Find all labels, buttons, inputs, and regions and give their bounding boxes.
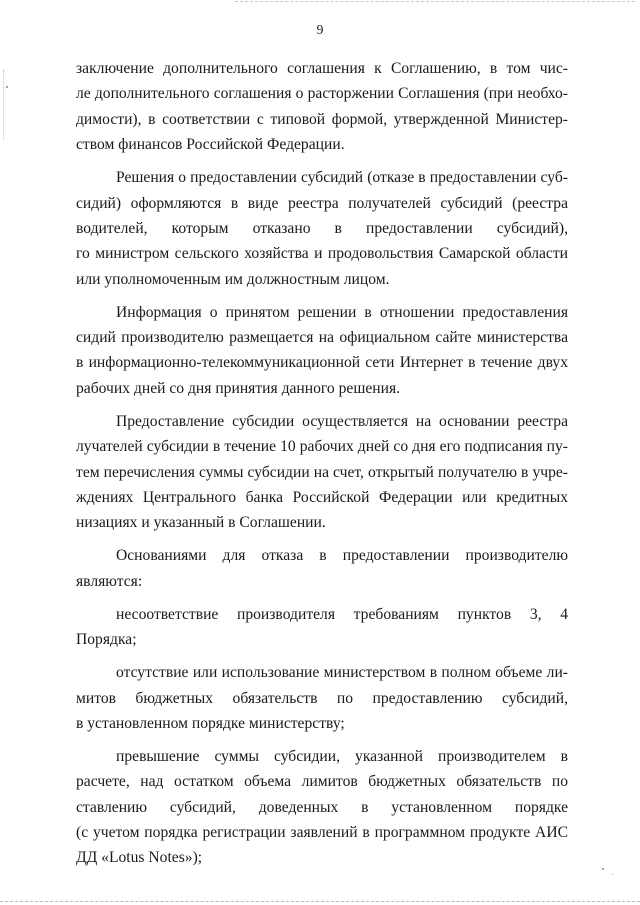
text-line: ждениях Центрального банка Российской Федерации или кредитных [76,489,568,507]
text-line: заключение дополнительного соглашения к Соглашению, в том чис- [76,60,568,77]
text-line: превышение суммы субсидии, указанной производителем в [116,747,568,765]
text-line: лучателей субсидии в течение 10 рабочих дней со дня его подписания пу- [76,438,568,456]
scan-speck [602,868,604,870]
text-line: сидий) оформляются в виде реестра получателей субсидий (реестра [76,194,568,212]
scan-speck [6,86,8,88]
page-number: 9 [316,22,324,37]
text-line: ле дополнительного соглашения о расторжении Соглашения (при необхо- [76,85,568,103]
scan-edge-left [3,70,5,140]
document-body [76,56,568,871]
text-line: несоответствие производителя требованиям пунктов 3, 4 [116,605,568,623]
text-line: низациях и указанный в Соглашении. [76,514,326,532]
paragraph [76,56,568,158]
text-line: в установленном порядке министерству; [76,714,345,732]
scan-edge-top [235,1,635,3]
list-item [76,660,568,736]
paragraph [76,409,568,536]
text-line: в информационно-телекоммуникационной сети Интернет в течение двух [76,354,568,372]
text-line: ДД «Lotus Notes»); [76,849,203,867]
text-line: Предоставление субсидии осуществляется на основании реестра [116,412,568,430]
text-line: ставлению субсидий, доведенных в установленном порядке [76,798,568,816]
text-line: являются: [76,572,143,590]
text-line: Информация о принятом решении в отношении предоставления [116,303,568,321]
paragraph [76,165,568,292]
text-line: Порядка; [76,631,137,649]
text-line: димости), в соответствии с типовой формой, утвержденной Министер- [76,110,568,128]
text-line: Основаниями для отказа в предоставлении производителю [116,547,568,565]
paragraph [76,543,568,594]
list-item [76,744,568,871]
text-line: го министром сельского хозяйства и продовольствия Самарской области [76,245,568,263]
text-line: тем перечисления суммы субсидии на счет, открытый получателю в учре- [76,463,568,481]
text-line: митов бюджетных обязательств по предоставлению субсидий, [76,689,568,707]
text-line: сидий производителю размещается на официальном сайте министерства [76,329,568,347]
text-line: (с учетом порядка регистрации заявлений в программном продукте АИС [76,824,568,842]
text-line: рабочих дней со дня принятия данного решения. [76,379,401,397]
text-line: Решения о предоставлении субсидий (отказе в предоставлении суб- [116,169,568,187]
text-line: или уполномоченным им должностным лицом. [76,270,390,288]
paragraph [76,300,568,402]
scan-speck [612,874,613,875]
text-line: водителей, которым отказано в предоставлении субсидий), [76,219,568,237]
text-line: отсутствие или использование министерством в полном объеме ли- [116,664,568,682]
list-item [76,602,568,653]
text-line: расчете, над остатком объема лимитов бюджетных обязательств по [76,773,568,791]
scan-edge-bottom [0,901,640,903]
text-line: ством финансов Российской Федерации. [76,136,345,154]
